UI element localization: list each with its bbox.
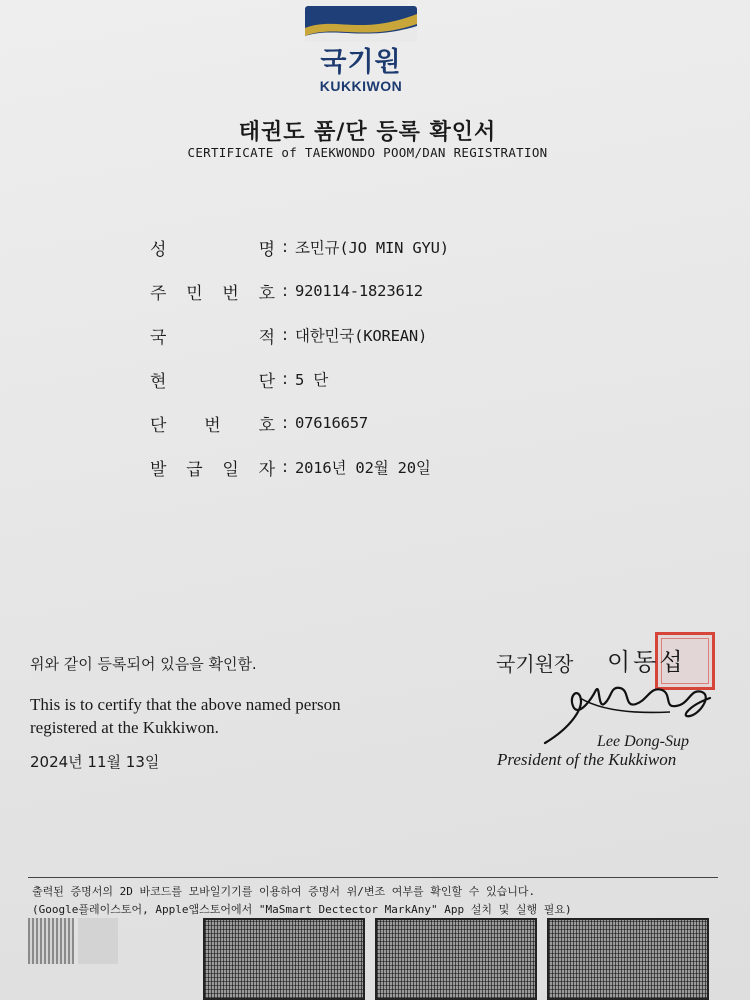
info-colon: :	[282, 237, 288, 257]
confirmation-english: This is to certify that the above named person registered at the Kukkiwon.	[30, 695, 341, 737]
info-colon: :	[282, 281, 288, 301]
info-label	[150, 323, 275, 348]
president-name-korean: 이동섭	[607, 648, 686, 676]
info-label-char: 국	[150, 327, 167, 348]
info-label-char: 주	[150, 283, 167, 304]
2d-barcode-3	[547, 918, 709, 1000]
qr-code	[28, 918, 74, 964]
info-label	[150, 235, 275, 260]
certificate-title-korean: 태권도 품/단 등록 확인서	[238, 120, 497, 145]
logo-english-text: KUKKIWON	[319, 78, 403, 94]
info-label-char: 일	[222, 459, 239, 480]
info-colon: :	[282, 369, 288, 389]
info-colon: :	[282, 413, 288, 433]
info-label-char: 단	[150, 415, 167, 436]
footer-note-app: (Google플레이스토어, Apple앱스토어에서 "MaSmart Dectector MarkAny" App 설치 및 실행 필요)	[32, 903, 572, 916]
footer-note-barcode: 출력된 증명서의 2D 바코드를 모바일기기를 이용하여 증명서 위/변조 여부를 확인할 수 있습니다.	[32, 885, 536, 898]
info-label-char: 발	[150, 459, 167, 480]
info-value: 07616657	[295, 414, 369, 432]
info-row	[150, 313, 449, 357]
info-colon: :	[282, 457, 288, 477]
info-row	[150, 357, 449, 401]
issue-date: 2024년 11월 13일	[30, 753, 160, 771]
info-label-char: 급	[186, 459, 203, 480]
verification-mark	[78, 918, 118, 964]
info-label-char: 현	[150, 371, 167, 392]
info-label-char: 단	[258, 371, 275, 392]
info-label-char: 번	[222, 283, 239, 304]
info-label	[150, 367, 275, 392]
info-row	[150, 269, 449, 313]
info-value: 5 단	[295, 371, 329, 389]
2d-barcode-1	[203, 918, 365, 1000]
info-label-char: 민	[186, 283, 203, 304]
info-label-char: 번	[204, 415, 221, 436]
info-value: 920114-1823612	[295, 282, 423, 300]
2d-barcode-2	[375, 918, 537, 1000]
info-label-char: 자	[258, 459, 275, 480]
info-label-char: 적	[258, 327, 275, 348]
info-value: 2016년 02월 20일	[295, 459, 431, 477]
info-label-char: 호	[258, 415, 275, 436]
info-label	[150, 455, 275, 480]
president-title-korean: 국기원장	[496, 652, 574, 676]
confirmation-korean: 위와 같이 등록되어 있음을 확인함.	[30, 655, 257, 673]
kukkiwon-emblem-icon	[305, 6, 417, 42]
info-value: 대한민국(KOREAN)	[295, 327, 428, 345]
info-value: 조민규(JO MIN GYU)	[295, 239, 449, 257]
info-label-char: 호	[258, 283, 275, 304]
info-row	[150, 445, 449, 489]
president-name-english: Lee Dong-Sup	[597, 733, 689, 750]
info-row	[150, 225, 449, 269]
kukkiwon-logo	[303, 6, 419, 94]
info-label	[150, 279, 275, 304]
logo-korean-text: 국기원	[320, 47, 402, 78]
info-label-char: 성	[150, 239, 167, 260]
info-label-char: 명	[258, 239, 275, 260]
info-colon: :	[282, 325, 288, 345]
president-role-english: President of the Kukkiwon	[497, 750, 677, 769]
info-row	[150, 401, 449, 445]
registration-info	[150, 225, 449, 489]
footer-divider	[28, 877, 718, 878]
info-label	[150, 411, 275, 436]
certificate-title-english: CERTIFICATE of TAEKWONDO POOM/DAN REGISTRATION	[187, 145, 548, 160]
